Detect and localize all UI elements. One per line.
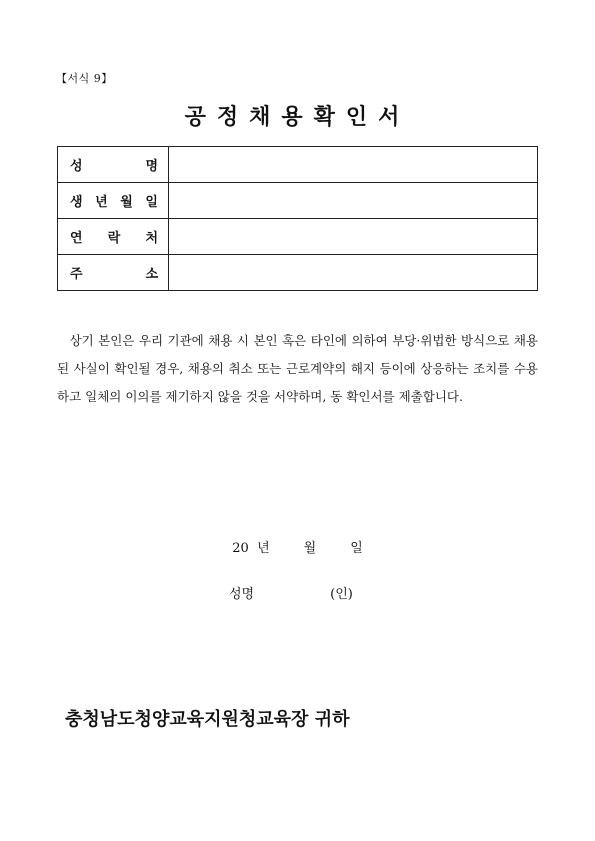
label-char: 년 xyxy=(95,195,108,210)
seal-mark: (인) xyxy=(330,587,353,602)
label-char: 주 xyxy=(70,267,83,282)
month-unit: 월 xyxy=(303,541,317,556)
pledge-text: 상기 본인은 우리 기관에 채용 시 본인 혹은 타인에 의하여 부당·위법한 방식으로 채용된 사실이 확인될 경우, 채용의 취소 또는 근로계약의 해지 등이에 상응하는 조치를 수용하고 일체의 이의를 제기하지 않을 것을 서약하며, 동 확인서를 제출합니다. xyxy=(57,333,538,404)
name-field[interactable] xyxy=(169,147,538,183)
table-row xyxy=(58,147,538,183)
table-row xyxy=(58,183,538,219)
birthdate-field[interactable] xyxy=(169,183,538,219)
label-char: 일 xyxy=(145,195,158,210)
label-char: 처 xyxy=(145,231,158,246)
address-label xyxy=(58,255,169,291)
label-char: 명 xyxy=(145,159,158,174)
label-char: 월 xyxy=(120,195,133,210)
label-char: 소 xyxy=(145,267,158,282)
year-prefix: 20 xyxy=(232,541,249,556)
address-field[interactable] xyxy=(169,255,538,291)
contact-label xyxy=(58,219,169,255)
name-label xyxy=(58,147,169,183)
table-row xyxy=(58,255,538,291)
contact-field[interactable] xyxy=(169,219,538,255)
form-number: 【서식 9】 xyxy=(56,72,113,85)
pledge-paragraph xyxy=(57,327,538,411)
label-char: 연 xyxy=(70,231,83,246)
label-char: 락 xyxy=(107,231,121,246)
table-row xyxy=(58,219,538,255)
day-unit: 일 xyxy=(350,541,363,556)
date-line xyxy=(0,537,595,556)
signature-label: 성명 xyxy=(229,587,255,602)
document-title: 공정채용확인서 xyxy=(184,105,411,130)
label-char: 성 xyxy=(70,159,83,174)
addressee: 충청남도청양교육지원청교육장 귀하 xyxy=(65,709,350,730)
year-unit: 년 xyxy=(257,541,270,556)
applicant-info-table xyxy=(57,146,538,291)
birthdate-label xyxy=(58,183,169,219)
label-char: 생 xyxy=(70,195,83,210)
signature-line xyxy=(229,583,353,602)
